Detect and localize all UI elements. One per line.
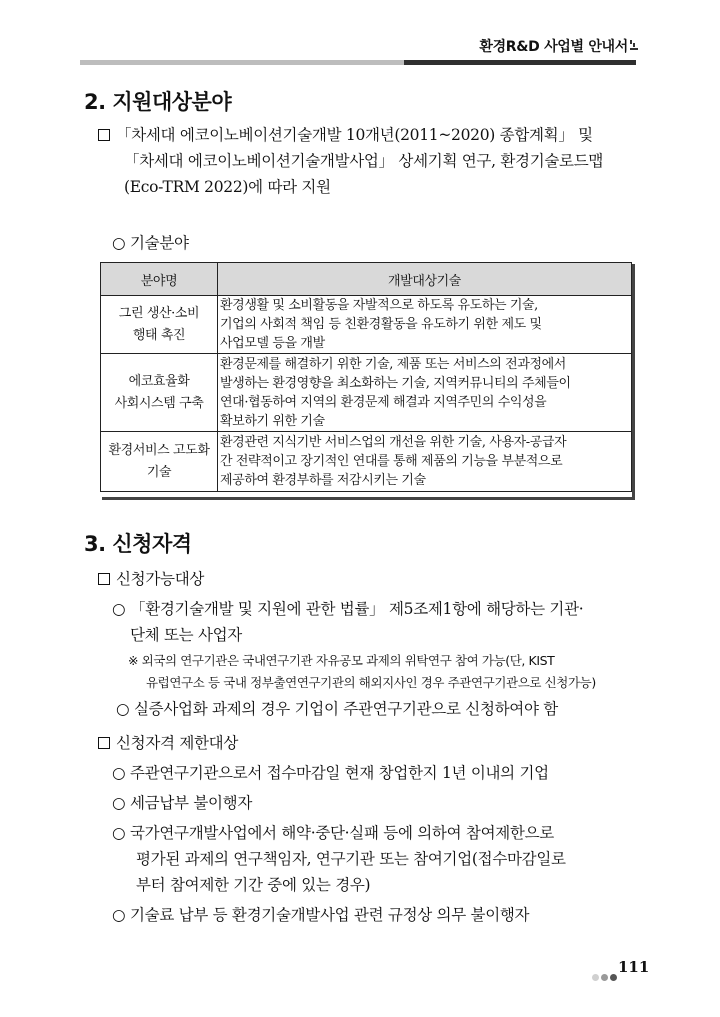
intro-line-3: (Eco-TRM 2022)에 따라 지원 [124, 178, 331, 196]
square-bullet-icon [98, 737, 110, 749]
table-cell-desc: 환경생활 및 소비활동을 자발적으로 하도록 유도하는 기술, 기업의 사회적 책임 등 친환경활동을 유도하기 위한 제도 및 사업모델 등을 개발 [218, 296, 632, 354]
note-line-1: ※ 외국의 연구기관은 국내연구기관 자유공모 과제의 위탁연구 참여 가능(단, KIST [128, 653, 555, 668]
section-3-title: 3. 신청자격 [84, 532, 192, 556]
circle-bullet-icon: ○ [112, 824, 126, 842]
table-shadow-right [632, 264, 635, 500]
footer-dots-icon [592, 966, 619, 985]
intro-line-1: 「차세대 에코이노베이션기술개발 10개년(2011~2020) 종합계획」 및 [98, 122, 593, 148]
restricted-item-4: ○ 기술료 납부 등 환경기술개발사업 관련 규정상 의무 불이행자 [112, 902, 529, 928]
restricted-item-3-line-2: 평가된 과제의 연구책임자, 연구기관 또는 참여기업(접수마감일로 [136, 850, 566, 868]
table-cell-field: 에코효율화 사회시스템 구축 [101, 354, 218, 432]
restricted-item-1: ○ 주관연구기관으로서 접수마감일 현재 창업한지 1년 이내의 기업 [112, 760, 549, 786]
header-rule-dark [404, 60, 636, 65]
circle-bullet-icon: ○ [112, 794, 126, 812]
eligible-item-line-2: 단체 또는 사업자 [130, 626, 242, 644]
restricted-item-3-line-3: 부터 참여제한 기간 중에 있는 경우) [136, 876, 371, 894]
table-cell-desc: 환경문제를 해결하기 위한 기술, 제품 또는 서비스의 전과정에서 발생하는 환경영향을 최소화하는 기술, 지역커뮤니티의 주체들이 연대·협동하여 지역의 환경문제 해결과 지역주민의 수익성을 확보하기 위한 기술 [218, 354, 632, 432]
tech-field-table [100, 262, 632, 492]
running-header-title: 환경R&D 사업별 안내서 [479, 39, 628, 55]
intro-line-2: 「차세대 에코이노베이션기술개발사업」 상세기획 연구, 환경기술로드맵 [124, 152, 604, 170]
table-cell-field: 환경서비스 고도화 기술 [101, 432, 218, 492]
table-header-row [101, 263, 632, 296]
header-corner-icon [630, 40, 638, 50]
tech-field-heading: ○ 기술분야 [112, 230, 189, 256]
circle-bullet-icon: ○ [116, 700, 130, 718]
circle-bullet-icon: ○ [112, 906, 126, 924]
page-number: 111 [618, 958, 650, 976]
note-line-2: 유럽연구소 등 국내 정부출연연구기관의 해외지사인 경우 주관연구기관으로 신청가능) [146, 675, 596, 690]
table-row [101, 432, 632, 492]
circle-bullet-icon: ○ [112, 600, 126, 618]
circle-bullet-icon: ○ [112, 234, 126, 252]
section-2-title: 2. 지원대상분야 [84, 90, 232, 114]
header-rule-grey [80, 60, 404, 65]
table-header-field: 분야명 [101, 263, 218, 296]
restricted-heading: 신청자격 제한대상 [98, 730, 238, 756]
eligible-item-line-1: ○ 「환경기술개발 및 지원에 관한 법률」 제5조제1항에 해당하는 기관· [112, 596, 583, 622]
table-header-tech: 개발대상기술 [218, 263, 632, 296]
restricted-item-3-line-1: ○ 국가연구개발사업에서 해약·중단·실패 등에 의하여 참여제한으로 [112, 820, 554, 846]
square-bullet-icon [98, 129, 110, 141]
eligible-heading: 신청가능대상 [98, 566, 204, 592]
table-row [101, 296, 632, 354]
square-bullet-icon [98, 573, 110, 585]
eligible-item-2: ○ 실증사업화 과제의 경우 기업이 주관연구기관으로 신청하여야 함 [116, 696, 558, 722]
table-row [101, 354, 632, 432]
table-cell-desc: 환경관련 지식기반 서비스업의 개선을 위한 기술, 사용자-공급자 간 전략적이고 장기적인 연대를 통해 제품의 기능을 부분적으로 제공하여 환경부하를 저감시키는 기술 [218, 432, 632, 492]
table-shadow-bottom [102, 497, 635, 500]
table-cell-field: 그린 생산·소비 행태 촉진 [101, 296, 218, 354]
circle-bullet-icon: ○ [112, 764, 126, 782]
restricted-item-2: ○ 세금납부 불이행자 [112, 790, 252, 816]
